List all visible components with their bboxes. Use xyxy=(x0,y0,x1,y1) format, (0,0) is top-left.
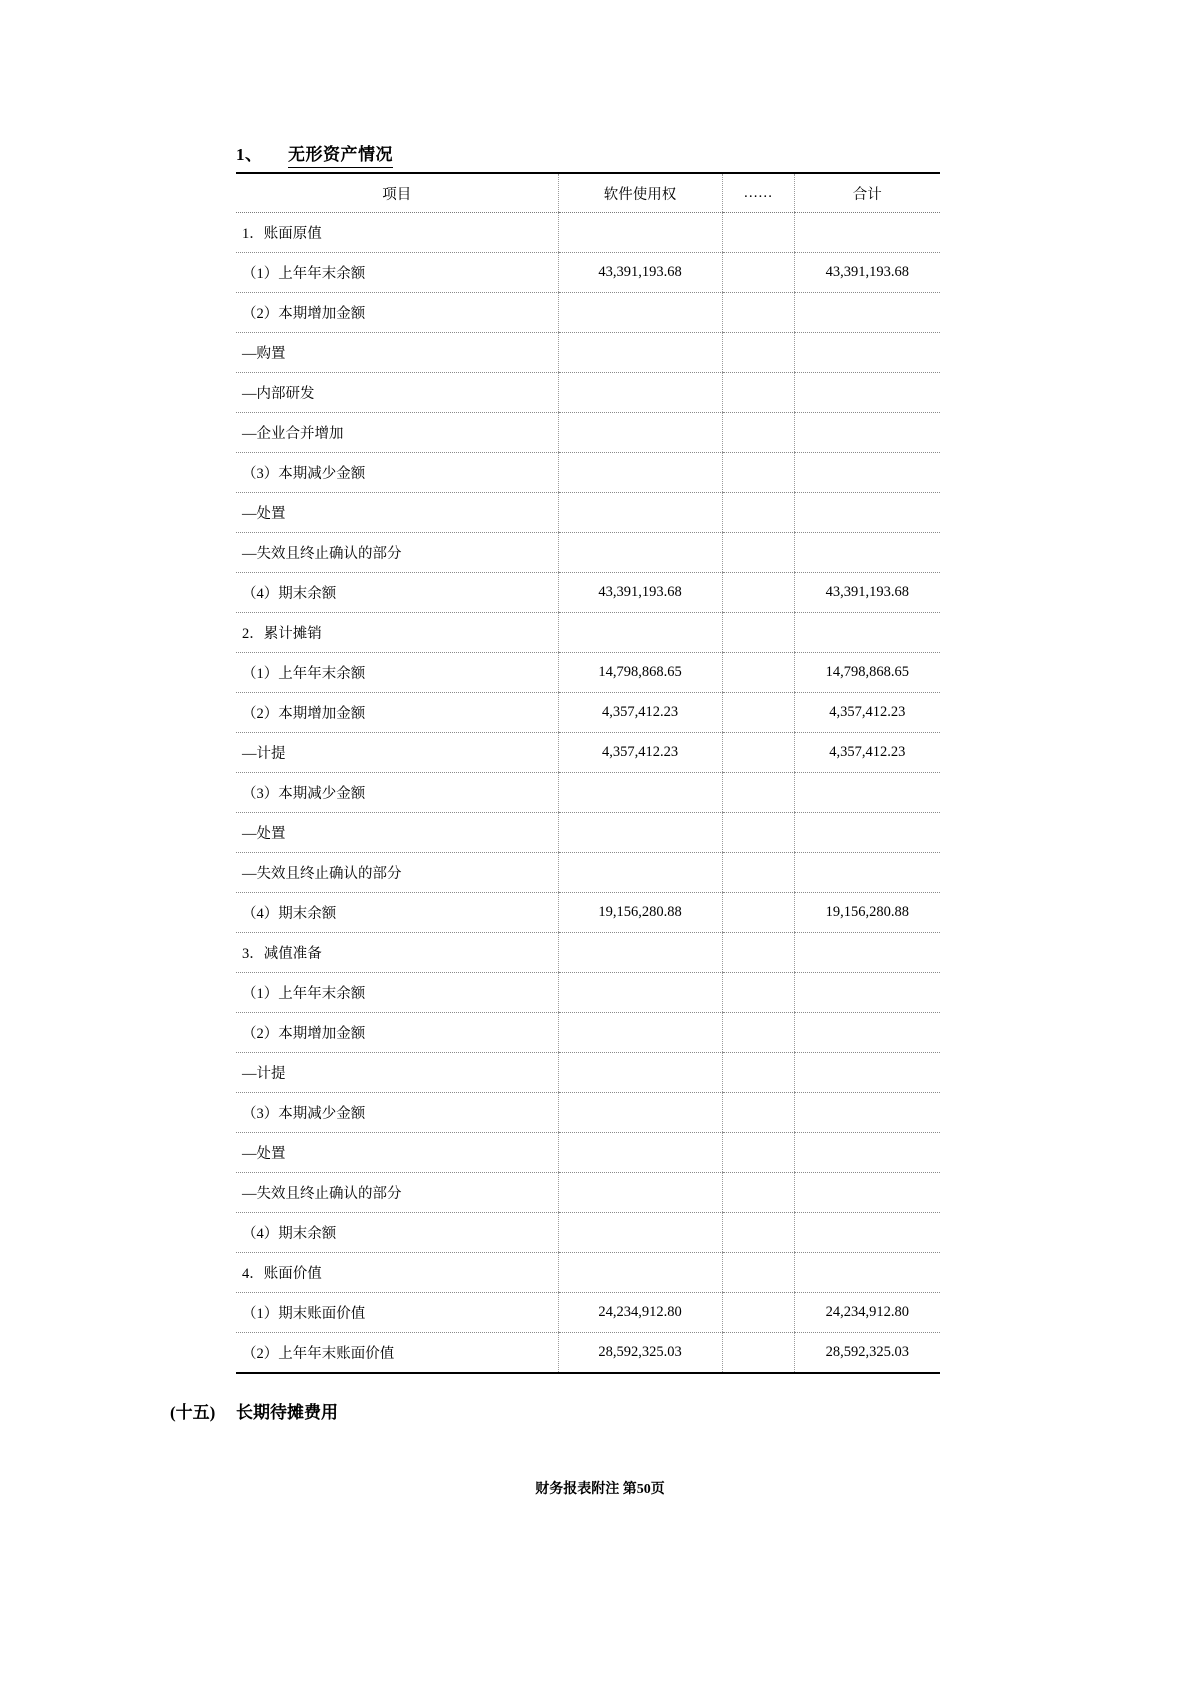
cell-total xyxy=(794,533,940,573)
row-label: （4）期末余额 xyxy=(236,1213,558,1253)
cell-software-license xyxy=(558,1013,722,1053)
intangible-assets-table-wrap xyxy=(236,172,940,1374)
section-title: 无形资产情况 xyxy=(288,140,393,168)
table-row xyxy=(236,493,940,533)
cell-total xyxy=(794,373,940,413)
cell-software-license xyxy=(558,973,722,1013)
table-row xyxy=(236,1213,940,1253)
cell-ellipsis xyxy=(722,813,794,853)
cell-software-license: 43,391,193.68 xyxy=(558,253,722,293)
table-row xyxy=(236,1173,940,1213)
cell-total xyxy=(794,1053,940,1093)
cell-software-license xyxy=(558,613,722,653)
table-row xyxy=(236,1093,940,1133)
cell-software-license: 4,357,412.23 xyxy=(558,733,722,773)
cell-total xyxy=(794,413,940,453)
intangible-assets-table xyxy=(236,172,940,1372)
row-label: （4）期末余额 xyxy=(236,573,558,613)
table-row xyxy=(236,1053,940,1093)
cell-ellipsis xyxy=(722,1093,794,1133)
cell-total xyxy=(794,613,940,653)
row-label: —失效且终止确认的部分 xyxy=(236,853,558,893)
row-label: （2）上年年末账面价值 xyxy=(242,1346,395,1362)
table-row xyxy=(236,733,940,773)
row-label: （1）上年年末余额 xyxy=(236,973,558,1013)
row-label: （2）本期增加金额 xyxy=(236,693,558,733)
cell-ellipsis xyxy=(722,1213,794,1253)
cell-total: 43,391,193.68 xyxy=(794,253,940,293)
cell-software-license xyxy=(558,1213,722,1253)
cell-software-license xyxy=(558,493,722,533)
cell-total xyxy=(794,493,940,533)
row-label: （2）本期增加金额 xyxy=(236,1013,558,1053)
table-row xyxy=(236,893,940,933)
cell-total xyxy=(794,933,940,973)
cell-ellipsis xyxy=(722,773,794,813)
table-row xyxy=(236,213,940,253)
cell-total xyxy=(794,1093,940,1133)
table-row xyxy=(236,573,940,613)
cell-software-license xyxy=(558,293,722,333)
cell-software-license xyxy=(558,213,722,253)
cell-software-license xyxy=(558,1053,722,1093)
cell-ellipsis xyxy=(722,933,794,973)
row-label: —计提 xyxy=(236,1053,558,1093)
column-header-total: 合计 xyxy=(794,173,940,213)
cell-total: 19,156,280.88 xyxy=(794,893,940,933)
column-header-item: 项目 xyxy=(236,173,558,213)
cell-ellipsis xyxy=(722,493,794,533)
row-label: 3．减值准备 xyxy=(236,933,558,973)
row-label: （1）上年年末余额 xyxy=(236,653,558,693)
cell-software-license xyxy=(558,1173,722,1213)
table-bottom-rule xyxy=(236,1372,940,1374)
cell-software-license xyxy=(558,1093,722,1133)
section-heading xyxy=(236,140,393,168)
cell-software-license xyxy=(558,933,722,973)
table-row xyxy=(236,533,940,573)
cell-ellipsis xyxy=(722,253,794,293)
column-header-ellipsis: …… xyxy=(722,173,794,213)
table-row xyxy=(236,333,940,373)
row-label: —处置 xyxy=(236,1133,558,1173)
table-row xyxy=(236,1333,940,1373)
cell-total xyxy=(794,1133,940,1173)
cell-software-license xyxy=(558,453,722,493)
row-label: （3）本期减少金额 xyxy=(236,1093,558,1133)
table-row xyxy=(236,853,940,893)
cell-software-license xyxy=(558,813,722,853)
table-row xyxy=(236,613,940,653)
cell-ellipsis xyxy=(722,1333,794,1373)
table-row xyxy=(236,293,940,333)
table-row xyxy=(236,453,940,493)
cell-total xyxy=(794,453,940,493)
cell-ellipsis xyxy=(722,1293,794,1333)
row-label: 2．累计摊销 xyxy=(236,613,558,653)
cell-total xyxy=(794,853,940,893)
cell-ellipsis xyxy=(722,893,794,933)
cell-ellipsis xyxy=(722,1253,794,1293)
row-label: （4）期末余额 xyxy=(236,893,558,933)
cell-total: 43,391,193.68 xyxy=(794,573,940,613)
cell-software-license: 14,798,868.65 xyxy=(558,653,722,693)
row-label: （3）本期减少金额 xyxy=(236,773,558,813)
cell-total xyxy=(794,1213,940,1253)
table-row xyxy=(236,933,940,973)
cell-software-license: 4,357,412.23 xyxy=(558,693,722,733)
cell-total xyxy=(794,973,940,1013)
row-label: （1）期末账面价值 xyxy=(236,1293,558,1333)
cell-ellipsis xyxy=(722,533,794,573)
cell-ellipsis xyxy=(722,1013,794,1053)
cell-total xyxy=(794,293,940,333)
cell-total xyxy=(794,1173,940,1213)
cell-ellipsis xyxy=(722,453,794,493)
table-row xyxy=(236,693,940,733)
cell-ellipsis xyxy=(722,1053,794,1093)
table-row xyxy=(236,373,940,413)
table-row xyxy=(236,1013,940,1053)
table-row xyxy=(236,413,940,453)
cell-total: 4,357,412.23 xyxy=(794,733,940,773)
table-header-row xyxy=(236,173,940,213)
cell-software-license xyxy=(558,373,722,413)
cell-software-license xyxy=(558,773,722,813)
cell-ellipsis xyxy=(722,853,794,893)
table-body xyxy=(236,213,940,1373)
table-row xyxy=(236,1293,940,1333)
row-label: —失效且终止确认的部分 xyxy=(236,533,558,573)
row-label: —失效且终止确认的部分 xyxy=(236,1173,558,1213)
cell-ellipsis xyxy=(722,613,794,653)
page-footer: 财务报表附注 第50页 xyxy=(535,1482,665,1497)
cell-ellipsis xyxy=(722,413,794,453)
cell-total: 4,357,412.23 xyxy=(794,693,940,733)
cell-ellipsis xyxy=(722,333,794,373)
row-label: 4．账面价值 xyxy=(236,1253,558,1293)
cell-total xyxy=(794,213,940,253)
cell-ellipsis xyxy=(722,373,794,413)
cell-ellipsis xyxy=(722,293,794,333)
table-row xyxy=(236,973,940,1013)
cell-total xyxy=(794,1253,940,1293)
table-row xyxy=(236,253,940,293)
row-label: （1）上年年末余额 xyxy=(236,253,558,293)
cell-total: 24,234,912.80 xyxy=(794,1293,940,1333)
subsection-heading xyxy=(170,1398,338,1423)
column-header-software-license: 软件使用权 xyxy=(558,173,722,213)
cell-software-license xyxy=(558,853,722,893)
cell-ellipsis xyxy=(722,733,794,773)
cell-ellipsis xyxy=(722,653,794,693)
cell-total xyxy=(794,773,940,813)
table-row xyxy=(236,1253,940,1293)
row-label: 1．账面原值 xyxy=(236,213,558,253)
cell-software-license: 43,391,193.68 xyxy=(558,573,722,613)
cell-ellipsis xyxy=(722,1173,794,1213)
cell-total xyxy=(794,1013,940,1053)
row-label: —内部研发 xyxy=(236,373,558,413)
row-label: —处置 xyxy=(236,813,558,853)
table-row xyxy=(236,813,940,853)
table-header xyxy=(236,173,940,213)
cell-software-license xyxy=(558,413,722,453)
cell-ellipsis xyxy=(722,213,794,253)
cell-ellipsis xyxy=(722,1133,794,1173)
cell-software-license: 24,234,912.80 xyxy=(558,1293,722,1333)
table-row xyxy=(236,653,940,693)
cell-ellipsis xyxy=(722,693,794,733)
table-row xyxy=(236,1133,940,1173)
row-label: —处置 xyxy=(236,493,558,533)
cell-software-license xyxy=(558,1133,722,1173)
cell-software-license: 19,156,280.88 xyxy=(558,893,722,933)
cell-software-license: 28,592,325.03 xyxy=(558,1333,722,1373)
section-number: 1、 xyxy=(236,145,263,164)
cell-software-license xyxy=(558,333,722,373)
cell-software-license xyxy=(558,1253,722,1293)
row-label: （2）本期增加金额 xyxy=(236,293,558,333)
row-label: —购置 xyxy=(236,333,558,373)
cell-ellipsis xyxy=(722,973,794,1013)
row-label: —企业合并增加 xyxy=(236,413,558,453)
subsection-title: 长期待摊费用 xyxy=(236,1403,338,1422)
cell-total xyxy=(794,333,940,373)
cell-total: 28,592,325.03 xyxy=(794,1333,940,1373)
subsection-label: (十五) xyxy=(170,1403,216,1422)
cell-total xyxy=(794,813,940,853)
cell-ellipsis xyxy=(722,573,794,613)
table-row xyxy=(236,773,940,813)
row-label: （3）本期减少金额 xyxy=(236,453,558,493)
cell-software-license xyxy=(558,533,722,573)
cell-total: 14,798,868.65 xyxy=(794,653,940,693)
row-label: —计提 xyxy=(236,733,558,773)
